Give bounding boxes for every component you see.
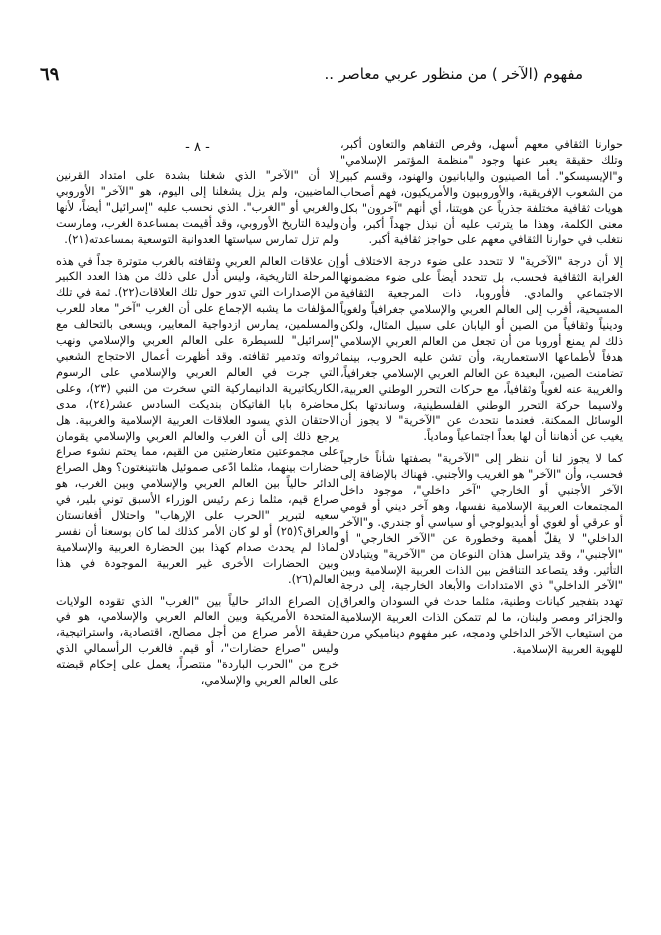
paragraph: كما لا يجوز لنا أن ننظر إلى "الآخرية" بصفتها شأناً خارجياً فحسب، وأن "الآخر" هو الغريب والأجنبي. فهناك بالإضافة إلى الآخر الأجنبي أو الخارجي "آخر داخلي"، موجود داخل المجتمعات العربية الإسلامية نفسها، وهو آخر ديني أو قومي أو عرقي أو لغوي أو أيديولوجي أو سياسي أو جندري. و"الآخر الداخلي" لا يقلّ أهمية وخطورة عن "الآخر الخارجي" أو "الأجنبي"، وقد يتراسل هذان النوعان من "الآخرية" ويتبادلان التأثير. وقد يتصاعد التناقض بين الذات العربية الإسلامية وبين "الآخر الداخلي" ذي الامتدادات والأبعاد الخارجية، إلى درجة تهدد بتفجير كيانات وطنية، مثلما حدث في السودان والعراق والجزائر ومصر ولبنان، ما لم تتمكن الذات العربية الإسلامية من استيعاب الآخر الداخلي ودمجه، عبر مفهوم ديناميكي مرن للهوية العربية الإسلامية. [340, 452, 623, 657]
page-number: ٦٩ [40, 64, 60, 84]
page-header [40, 64, 631, 86]
paragraph: إلا أن "الآخر" الذي شغلنا بشدة على امتداد القرنين الماضيين، ولم يزل يشغلنا إلى اليوم، هو "الآخر" الأوروبي والغربي أو "الغرب". الذي نحسب عليه "إسرائيل" أيضاً، لأنها وليدة التاريخ الأوروبي، وقد أقيمت بمساعدة الغرب، ومارست ولم تزل تمارس سياستها العدوانية التوسعية بمساعدته(٢١). [56, 169, 339, 246]
running-title: مفهوم (الآخر ) من منظور عربي معاصر .. [324, 65, 583, 83]
left-column [56, 140, 339, 695]
paragraph: إن الصراع الدائر حالياً بين "الغرب" الذي تقوده الولايات المتحدة الأمريكية وبين العالم العربي والإسلامي، هو في حقيقة الأمر صراع من أجل مصالح، اقتصادية، واستراتيجية، وليس "صراع حضارات"، أو قيم. فالغرب الرأسمالي الذي خرج من "الحرب الباردة" منتصراً، يعمل على إحكام قبضته على العالم العربي والإسلامي، [56, 594, 339, 688]
paragraph: حوارنا الثقافي معهم أسهل، وفرص التفاهم والتعاون أكبر، وتلك حقيقة يعبر عنها وجود "منظمة المؤتمر الإسلامي" و"الإيسيسكو". أما الصينيون واليابانيون والهنود، وقسم كبير من الشعوب الإفريقية، والأوروبيون والأمريكيون، فهم أصحاب هويات ثقافية مختلفة جذرياً عن هويتنا، أي أنهم "آخرون" بكل معنى الكلمة، وهذا ما يترتب عليه أن نبذل جهداً أكبر، وأن نتغلب في حوارنا الثقافي معهم على حواجز ثقافية أكبر. [340, 138, 623, 247]
paragraph: إن علاقات العالم العربي وثقافته بالغرب متوترة جداً في هذه المرحلة التاريخية، وليس أدل على ذلك من هذا العدد الكبير من الإصدارات التي تدور حول تلك العلاقات(٢٢). ثمة في تلك المؤلفات ما يشبه الإجماع على أن الغرب "آخر" معاد للعرب والمسلمين، يمارس ازدواجية المعايير، ويسعى بالتحالف مع "إسرائيل" للسيطرة على العالم العربي والإسلامي ونهب ثرواته وتدمير ثقافته. وقد أظهرت أعمال الاحتجاج الشعبي التي جرت في العالم العربي والإسلامي على الرسوم الكاريكاتيرية الدانيماركية التي سخرت من النبي (٢٣)، وعلى محاضرة بابا الفاتيكان بنديكت السادس عشر(٢٤)، مدى الاحتقان الذي يسود العلاقات العربية الإسلامية والغربية. هل يرجع ذلك إلى أن الغرب والعالم العربي والإسلامي يقومان على مجموعتين متعارضتين من القيم، مما يحتم نشوء صراع حضارات بينهما، مثلما ادّعى صموئيل هانتينغتون؟ وهل الصراع الدائر حالياً بين العالم العربي والإسلامي وبين الغرب، هو صراع قيم، مثلما زعم رئيس الوزراء الأسبق توني بلير، في سعيه لتبرير "الحرب على الإرهاب" واحتلال أفغانستان والعراق؟(٢٥) أو لو كان الأمر كذلك لما كان بوسعنا أن نفسر لماذا لم يحدث صدام كهذا بين الحضارة العربية والإسلامية وبين الحضارات الأخرى غير العربية الموجودة في هذا العالم(٢٦). [56, 254, 340, 586]
paragraph: إلا أن درجة "الآخرية" لا تتحدد على ضوء درجة الاختلاف أو الغرابة الثقافية فحسب، بل تتحدد أيضاً على ضوء مضمونها الاجتماعي والمادي. فأوروبا، ذات المرجعية الثقافية المسيحية، أقرب إلى العالم العربي والإسلامي جغرافياً ولغوياً ودينياً وثقافياً من الصين أو اليابان على سبيل المثال، ولكن ذلك لم يمنع أوروبا من أن تجعل من العالم العربي الإسلامي هدفاً لأطماعها الاستعمارية، وأن تشن عليه الحروب، بينما تضامنت الصين، البعيدة عن العالم العربي الإسلامي جغرافياً، والغريبة عنه لغوياً وثقافياً، مع حركات التحرر الوطني العربية، ولاسيما حركة التحرر الوطني الفلسطينية، وساندتها بكل الوسائل الممكنة. فعندما نتحدث عن "الآخرية" لا يجوز أن يغيب عن أذهاننا أن لها بعداً اجتماعياً ومادياً. [340, 255, 623, 444]
right-column [340, 137, 623, 664]
section-number: - ٨ - [185, 140, 210, 155]
